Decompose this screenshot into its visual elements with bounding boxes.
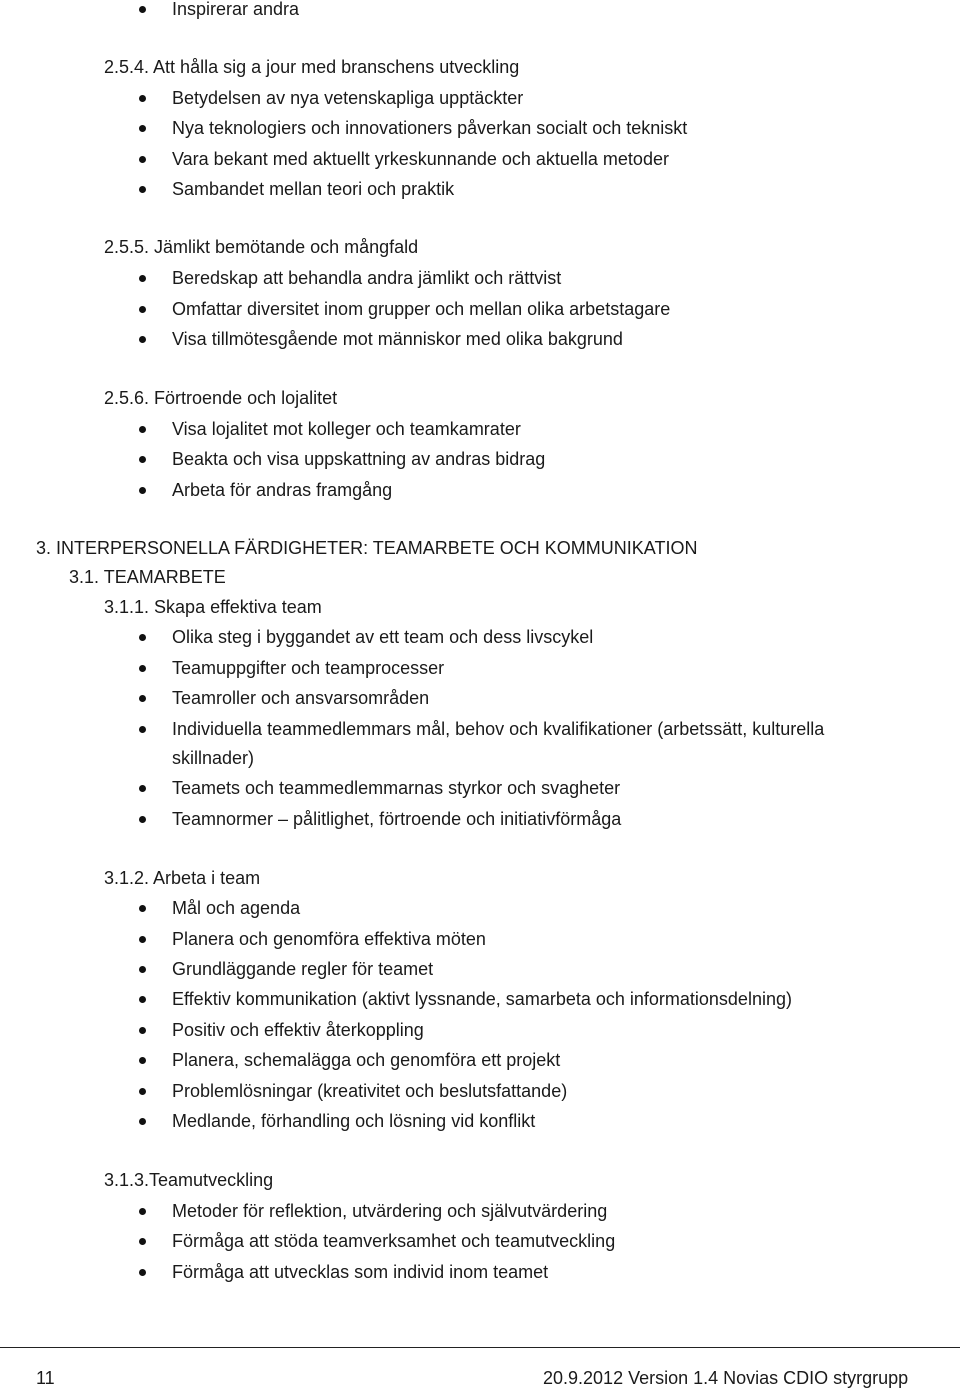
- bullet-icon: [139, 186, 146, 193]
- bullet-icon: [139, 695, 146, 702]
- bullet-icon: [139, 726, 146, 733]
- list-item: Medlande, förhandling och lösning vid konflikt: [172, 1111, 536, 1131]
- list-item: Inspirerar andra: [172, 0, 300, 19]
- list-item: Teamets och teammedlemmarnas styrkor och svagheter: [172, 778, 621, 798]
- list-item: Betydelsen av nya vetenskapliga upptäckter: [172, 88, 524, 108]
- section-heading: 3.1.3.Teamutveckling: [104, 1170, 274, 1190]
- list-item: Mål och agenda: [172, 898, 301, 918]
- list-item: Förmåga att utvecklas som individ inom teamet: [172, 1262, 549, 1282]
- bullet-icon: [139, 1027, 146, 1034]
- list-item: Effektiv kommunikation (aktivt lyssnande, samarbeta och informationsdelning): [172, 989, 792, 1009]
- list-item: Teamuppgifter och teamprocesser: [172, 658, 445, 678]
- section-heading: 2.5.5. Jämlikt bemötande och mångfald: [104, 237, 419, 257]
- bullet-icon: [139, 487, 146, 494]
- page-number: 11: [36, 1368, 55, 1388]
- list-item: Vara bekant med aktuellt yrkeskunnande och aktuella metoder: [172, 149, 669, 169]
- list-item: Nya teknologiers och innovationers påverkan socialt och tekniskt: [172, 118, 688, 138]
- bullet-icon: [139, 306, 146, 313]
- footer-rule: [0, 1347, 960, 1348]
- list-item: Teamnormer – pålitlighet, förtroende och initiativförmåga: [172, 809, 622, 829]
- list-item: Planera och genomföra effektiva möten: [172, 929, 486, 949]
- bullet-icon: [139, 996, 146, 1003]
- list-item: Individuella teammedlemmars mål, behov och kvalifikationer (arbetssätt, kulturella: [172, 719, 825, 739]
- bullet-icon: [139, 966, 146, 973]
- list-item: Sambandet mellan teori och praktik: [172, 179, 455, 199]
- list-item: Planera, schemalägga och genomföra ett projekt: [172, 1050, 561, 1070]
- list-item: Visa lojalitet mot kolleger och teamkamrater: [172, 419, 521, 439]
- bullet-icon: [139, 1208, 146, 1215]
- list-item: Teamroller och ansvarsområden: [172, 688, 430, 708]
- section-heading: 3.1.2. Arbeta i team: [104, 868, 261, 888]
- section-heading: 2.5.4. Att hålla sig a jour med branschens utveckling: [104, 57, 520, 77]
- section-heading: 3.1.1. Skapa effektiva team: [104, 597, 322, 617]
- bullet-icon: [139, 6, 146, 13]
- bullet-icon: [139, 336, 146, 343]
- list-item: Arbeta för andras framgång: [172, 480, 393, 500]
- bullet-icon: [139, 665, 146, 672]
- list-item: Grundläggande regler för teamet: [172, 959, 434, 979]
- bullet-icon: [139, 456, 146, 463]
- list-item: Metoder för reflektion, utvärdering och självutvärdering: [172, 1201, 608, 1221]
- bullet-icon: [139, 275, 146, 282]
- bullet-icon: [139, 1088, 146, 1095]
- bullet-icon: [139, 936, 146, 943]
- bullet-icon: [139, 1057, 146, 1064]
- bullet-icon: [139, 156, 146, 163]
- list-item: Problemlösningar (kreativitet och beslutsfattande): [172, 1081, 568, 1101]
- list-item: Olika steg i byggandet av ett team och dess livscykel: [172, 627, 594, 647]
- footer-version: 20.9.2012 Version 1.4 Novias CDIO styrgrupp: [543, 1368, 909, 1388]
- section-heading: 3.1. TEAMARBETE: [69, 567, 226, 587]
- bullet-icon: [139, 125, 146, 132]
- bullet-icon: [139, 634, 146, 641]
- bullet-icon: [139, 905, 146, 912]
- list-item: Beredskap att behandla andra jämlikt och rättvist: [172, 268, 562, 288]
- bullet-icon: [139, 816, 146, 823]
- list-item: Förmåga att stöda teamverksamhet och teamutveckling: [172, 1231, 616, 1251]
- list-item: Visa tillmötesgående mot människor med olika bakgrund: [172, 329, 623, 349]
- bullet-icon: [139, 785, 146, 792]
- bullet-icon: [139, 95, 146, 102]
- list-item: Beakta och visa uppskattning av andras bidrag: [172, 449, 546, 469]
- section-heading: 3. INTERPERSONELLA FÄRDIGHETER: TEAMARBETE OCH KOMMUNIKATION: [36, 538, 698, 558]
- section-heading: 2.5.6. Förtroende och lojalitet: [104, 388, 338, 408]
- list-item: Positiv och effektiv återkoppling: [172, 1020, 424, 1040]
- bullet-icon: [139, 1118, 146, 1125]
- bullet-icon: [139, 1269, 146, 1276]
- bullet-icon: [139, 426, 146, 433]
- list-item: Omfattar diversitet inom grupper och mellan olika arbetstagare: [172, 299, 671, 319]
- list-item: skillnader): [172, 748, 255, 768]
- bullet-icon: [139, 1238, 146, 1245]
